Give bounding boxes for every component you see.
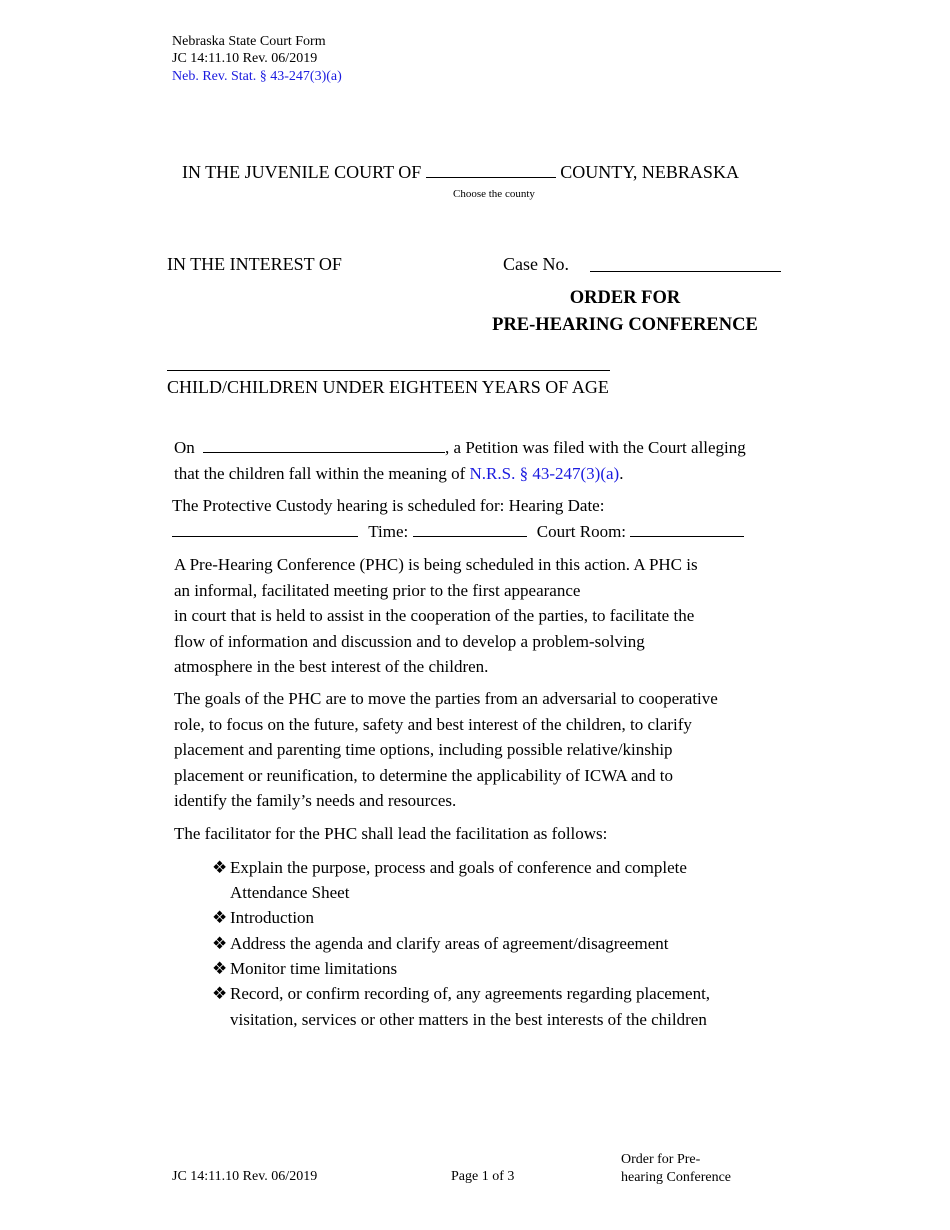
bullet-text: Introduction xyxy=(230,908,315,927)
bullet-text-continued: visitation, services or other matters in the best interests of the children xyxy=(230,1010,707,1029)
court-suffix: COUNTY, NEBRASKA xyxy=(560,162,739,182)
bullet-text-continued: Attendance Sheet xyxy=(230,883,350,902)
phc-line: flow of information and discussion and to develop a problem-solving xyxy=(174,631,645,651)
petition-line1 xyxy=(174,435,746,461)
bullet-item xyxy=(212,981,710,1007)
case-no-field[interactable] xyxy=(590,271,781,272)
footer-doc-title-line1: Order for Pre- xyxy=(621,1152,701,1167)
county-field[interactable] xyxy=(426,177,556,178)
goals-paragraph xyxy=(174,686,718,814)
phc-line: A Pre-Hearing Conference (PHC) is being scheduled in this action. A PHC is xyxy=(174,555,698,574)
hearing-line xyxy=(172,519,744,545)
bullet-text: Address the agenda and clarify areas of agreement/disagreement xyxy=(230,934,669,953)
bullet-item xyxy=(212,931,669,957)
diamond-bullet-icon: ❖ xyxy=(212,959,228,978)
phc-line: in court that is held to assist in the cooperation of the parties, to facilitate the xyxy=(174,606,695,625)
petition-line2 xyxy=(174,461,623,487)
diamond-bullet-icon: ❖ xyxy=(212,858,228,877)
goals-line: identify the family’s needs and resources. xyxy=(174,791,457,810)
hearing-time-field[interactable] xyxy=(413,536,527,537)
time-label: Time: xyxy=(368,522,409,541)
child-caption: CHILD/CHILDREN UNDER EIGHTEEN YEARS OF AGE xyxy=(167,377,609,397)
county-hint: Choose the county xyxy=(453,188,535,200)
interest-of-label: IN THE INTEREST OF xyxy=(167,254,342,274)
form-name: Nebraska State Court Form xyxy=(172,34,326,49)
bullet-text: Monitor time limitations xyxy=(230,959,398,978)
court-heading xyxy=(182,162,739,183)
hearing-intro: The Protective Custody hearing is scheduled for: Hearing Date: xyxy=(172,496,605,515)
case-no-label: Case No. xyxy=(503,254,569,274)
form-id: JC 14:11.10 Rev. 06/2019 xyxy=(172,51,318,66)
nrs-statute-link[interactable]: N.R.S. § 43-247(3)(a) xyxy=(469,464,620,483)
bullet-text: Record, or confirm recording of, any agreements regarding placement, xyxy=(230,984,711,1003)
order-title-line2: PRE-HEARING CONFERENCE xyxy=(492,315,758,335)
goals-line: placement and parenting time options, including possible relative/kinship xyxy=(174,740,673,759)
page-number: Page 1 of 3 xyxy=(451,1169,515,1184)
period: . xyxy=(619,464,624,483)
bullet-item xyxy=(212,855,687,881)
petition-date-field[interactable] xyxy=(203,452,445,453)
on-label: On xyxy=(174,438,195,457)
order-title-line1: ORDER FOR xyxy=(569,288,681,308)
phc-line: atmosphere in the best interest of the children. xyxy=(174,657,489,676)
phc-line: an informal, facilitated meeting prior to the first appearance xyxy=(174,580,581,600)
goals-line: role, to focus on the future, safety and best interest of the children, to clarify xyxy=(174,714,692,734)
facilitator-intro: The facilitator for the PHC shall lead the facilitation as follows: xyxy=(174,824,608,843)
phc-paragraph xyxy=(174,552,698,680)
footer-form-id: JC 14:11.10 Rev. 06/2019 xyxy=(172,1169,318,1184)
bullet-text: Explain the purpose, process and goals of conference and complete xyxy=(230,858,687,877)
diamond-bullet-icon: ❖ xyxy=(212,908,228,927)
court-room-label: Court Room: xyxy=(536,522,627,541)
diamond-bullet-icon: ❖ xyxy=(212,984,228,1003)
bullet-item xyxy=(212,956,397,982)
goals-line: The goals of the PHC are to move the parties from an adversarial to cooperative xyxy=(174,689,718,708)
diamond-bullet-icon: ❖ xyxy=(212,934,228,953)
goals-line: placement or reunification, to determine the applicability of ICWA and to xyxy=(174,765,673,785)
court-room-field[interactable] xyxy=(630,536,744,537)
petition-text2: that the children fall within the meaning of xyxy=(174,464,470,483)
statute-link[interactable]: Neb. Rev. Stat. § 43-247(3)(a) xyxy=(172,69,342,84)
footer-doc-title-line2: hearing Conference xyxy=(621,1170,731,1185)
court-prefix: IN THE JUVENILE COURT OF xyxy=(182,162,422,182)
hearing-date-field[interactable] xyxy=(172,536,358,537)
child-name-field[interactable] xyxy=(167,370,610,371)
petition-text: , a Petition was filed with the Court alleging xyxy=(445,438,746,457)
bullet-item xyxy=(212,905,314,931)
